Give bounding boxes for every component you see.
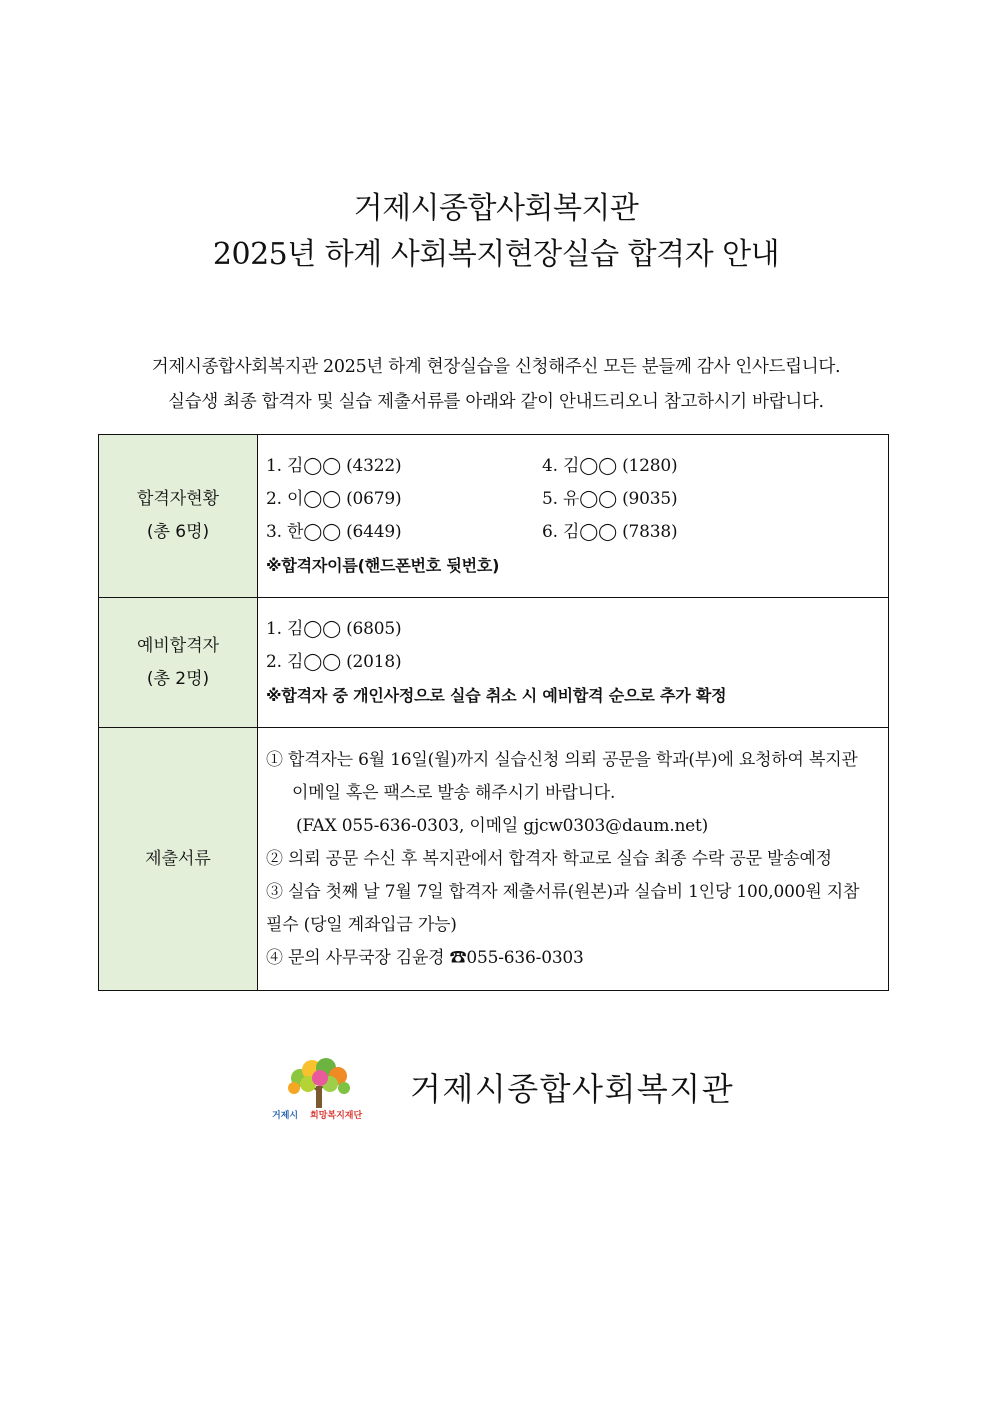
intro-text: [0, 350, 992, 420]
intro-line-1: 거제시종합사회복지관 2025년 하계 현장실습을 신청해주신 모든 분들께 감사 인사드립니다.: [151, 357, 841, 377]
passed-row: [266, 483, 878, 516]
reserve-note: ※합격자 중 개인사정으로 실습 취소 시 예비합격 순으로 추가 확정: [266, 686, 727, 705]
logo-text-right: 희망복지재단: [310, 1111, 363, 1121]
intro-line-2: 실습생 최종 합격자 및 실습 제출서류를 아래와 같이 안내드리오니 참고하시기 바랍니다.: [168, 392, 824, 412]
logo-text-left: 거제시: [272, 1111, 299, 1121]
documents-item-4: ④ 문의 사무국장 김윤경 ☎055-636-0303: [266, 947, 584, 968]
page-title-org: 거제시종합사회복지관: [353, 191, 639, 226]
documents-item-1-contact: (FAX 055-636-0303, 이메일 gjcw0303@daum.net): [296, 815, 709, 836]
passed-item: 6. 김◯◯ (7838): [542, 522, 678, 542]
footer: [270, 1054, 770, 1124]
table-row-passed: [99, 435, 889, 598]
passed-item: 5. 유◯◯ (9035): [542, 489, 678, 509]
documents-label: 제출서류: [145, 848, 211, 869]
table-row-documents: [99, 728, 889, 991]
documents-item-1-cont: 이메일 혹은 팩스로 발송 해주시기 바랍니다.: [292, 782, 616, 803]
documents-item-1: ① 합격자는 6월 16일(월)까지 실습신청 의뢰 공문을 학과(부)에 요청하여 복지관: [266, 749, 858, 770]
passed-item: 1. 김◯◯ (4322): [266, 456, 402, 476]
title-block: [0, 186, 992, 278]
documents-item-2: ② 의뢰 공문 수신 후 복지관에서 합격자 학교로 실습 최종 수락 공문 발송예정: [266, 848, 832, 869]
info-table: [98, 434, 889, 991]
passed-row: [266, 516, 878, 549]
reserve-label: 예비합격자: [136, 635, 220, 656]
passed-item: 4. 김◯◯ (1280): [542, 456, 678, 476]
passed-note: ※합격자이름(핸드폰번호 뒷번호): [266, 556, 500, 575]
reserve-content: [258, 598, 889, 728]
passed-label-cell: [99, 435, 258, 598]
passed-content: [258, 435, 889, 598]
passed-item: 2. 이◯◯ (0679): [266, 489, 402, 509]
documents-label-cell: [99, 728, 258, 991]
passed-row: [266, 450, 878, 483]
table-row-reserve: [99, 598, 889, 728]
reserve-item: 1. 김◯◯ (6805): [266, 619, 402, 639]
documents-content: [258, 728, 889, 991]
passed-label: 합격자현황: [136, 489, 220, 509]
documents-item-3-cont: 필수 (당일 계좌입금 가능): [266, 914, 457, 935]
tree-logo-icon: [270, 1058, 370, 1122]
documents-item-3: ③ 실습 첫째 날 7월 7일 합격자 제출서류(원본)과 실습비 1인당 100,000원 지참: [266, 881, 860, 902]
reserve-label-cell: [99, 598, 258, 728]
reserve-item: 2. 김◯◯ (2018): [266, 652, 402, 672]
reserve-count: (총 2명): [146, 668, 210, 689]
page-title: 2025년 하계 사회복지현장실습 합격자 안내: [212, 237, 780, 272]
footer-org-name: 거제시종합사회복지관: [410, 1070, 735, 1108]
passed-count: (총 6명): [146, 522, 210, 542]
passed-item: 3. 한◯◯ (6449): [266, 522, 402, 542]
